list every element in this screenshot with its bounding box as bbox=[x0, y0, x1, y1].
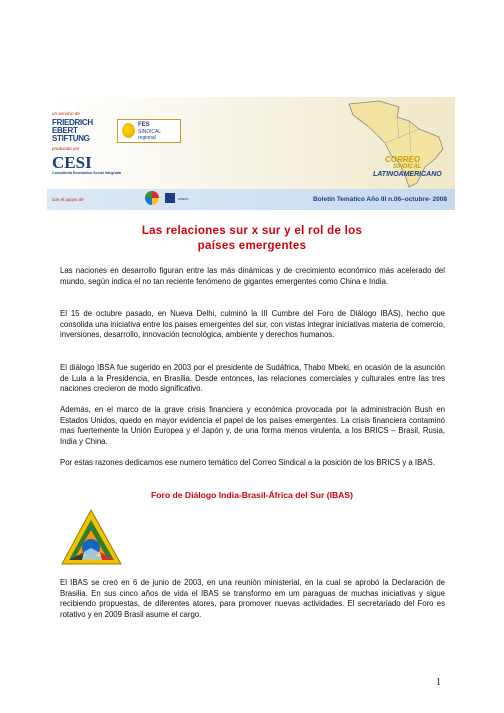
cesco-logo-icon bbox=[165, 193, 175, 203]
support-label: con el apoyo de bbox=[52, 197, 84, 202]
cesi-logo: CESI bbox=[52, 153, 92, 172]
fes-box-label: FES bbox=[138, 122, 150, 128]
cesco-label: cesco bbox=[178, 196, 189, 201]
document-title bbox=[0, 224, 504, 254]
page-number: 1 bbox=[436, 677, 441, 688]
paragraph: Las naciones en desarrollo figuran entre las más dinámicas y de crecimiento económico más acelerado del mundo, según indica el no tan reciente fenómeno de gigantes emergentes como China e India. bbox=[60, 266, 445, 286]
paragraph: Por estas razones dedicamos ese numero temático del Correo Sindical a la posición de los BRICS y a IBAS. bbox=[60, 458, 435, 467]
ibas-logo-icon bbox=[60, 508, 123, 566]
bulletin-info: Boletín Temático Año III n.06–octubre- 2008 bbox=[312, 196, 447, 203]
produced-by-label: producido por bbox=[52, 146, 80, 151]
fes-logo bbox=[52, 119, 93, 143]
fes-logo-line: FRIEDRICH bbox=[52, 118, 93, 127]
header-banner bbox=[47, 97, 455, 210]
title-line: países emergentes bbox=[197, 240, 307, 252]
fes-box-label: regional bbox=[138, 135, 156, 141]
section-subtitle: Foro de Diálogo India-Brasil-África del Sur (IBAS) bbox=[151, 490, 353, 500]
service-label: un servicio de bbox=[52, 111, 80, 116]
correo-sindical-logo bbox=[373, 155, 442, 179]
fes-logo-line: STIFTUNG bbox=[52, 134, 90, 143]
globe-icon bbox=[122, 123, 135, 138]
paragraph: Además, en el marco de la grave crisis financiera y económica provocada por la administración Bush en Estados Unidos, quedo en mayor evidencia el papel de los países emergentes. La crisis financiera contaminó mas fuertemente la Unión Europea y el Japón y, de una forma menos virulenta, a los BRICS – Brasil, Rusia, India y China. bbox=[60, 405, 445, 447]
fes-sindical-logo bbox=[117, 119, 181, 143]
correo-logo-line: CORREO bbox=[385, 155, 421, 164]
paragraph: El IBAS se creó en 6 de junio de 2003, en una reunión ministerial, en la cual se aprobó la Declaración de Brasilia. En sus cinco años de vida el IBAS se transformo em um paraguas de muchas iniciativas y sigue recibiendo propuestas, de diferentes atores, para promover nuevas actividades. El secretariado del Foro es rotativo y en 2009 Brasil asume el cargo. bbox=[60, 578, 445, 620]
partner-logo-icon bbox=[145, 191, 159, 205]
fes-box-label: SINDICAL bbox=[138, 129, 162, 135]
paragraph: El diálogo IBSA fue sugerido en 2003 por el presidente de Sudáfrica, Thabo Mbeki, en ocasión de la asunción de Lula a la Presidencia, en Brasilia. Desde entonces, las relaciones comerciales y culturales entre las tres naciones crecieron de modo significativo. bbox=[60, 363, 445, 394]
correo-logo-line: SINDICAL bbox=[393, 164, 422, 170]
paragraph: El 15 de octubre pasado, en Nueva Delhi, culminó la III Cumbre del Foro de Diálogo IBAS), hecho que consolida una iniciativa entre los paises emergentes del sur, con vistas integrar iniciativas materia de comercio, inversiones, desarrollo, innovación tecnológica, ambiente y derechos humanos. bbox=[60, 309, 445, 340]
cesi-subtitle: Consultoría Económica Social Integrada bbox=[52, 171, 121, 175]
correo-logo-line: LATINOAMERICANO bbox=[373, 171, 442, 178]
fes-logo-line: EBERT bbox=[52, 126, 78, 135]
title-line: Las relaciones sur x sur y el rol de los bbox=[141, 225, 363, 237]
